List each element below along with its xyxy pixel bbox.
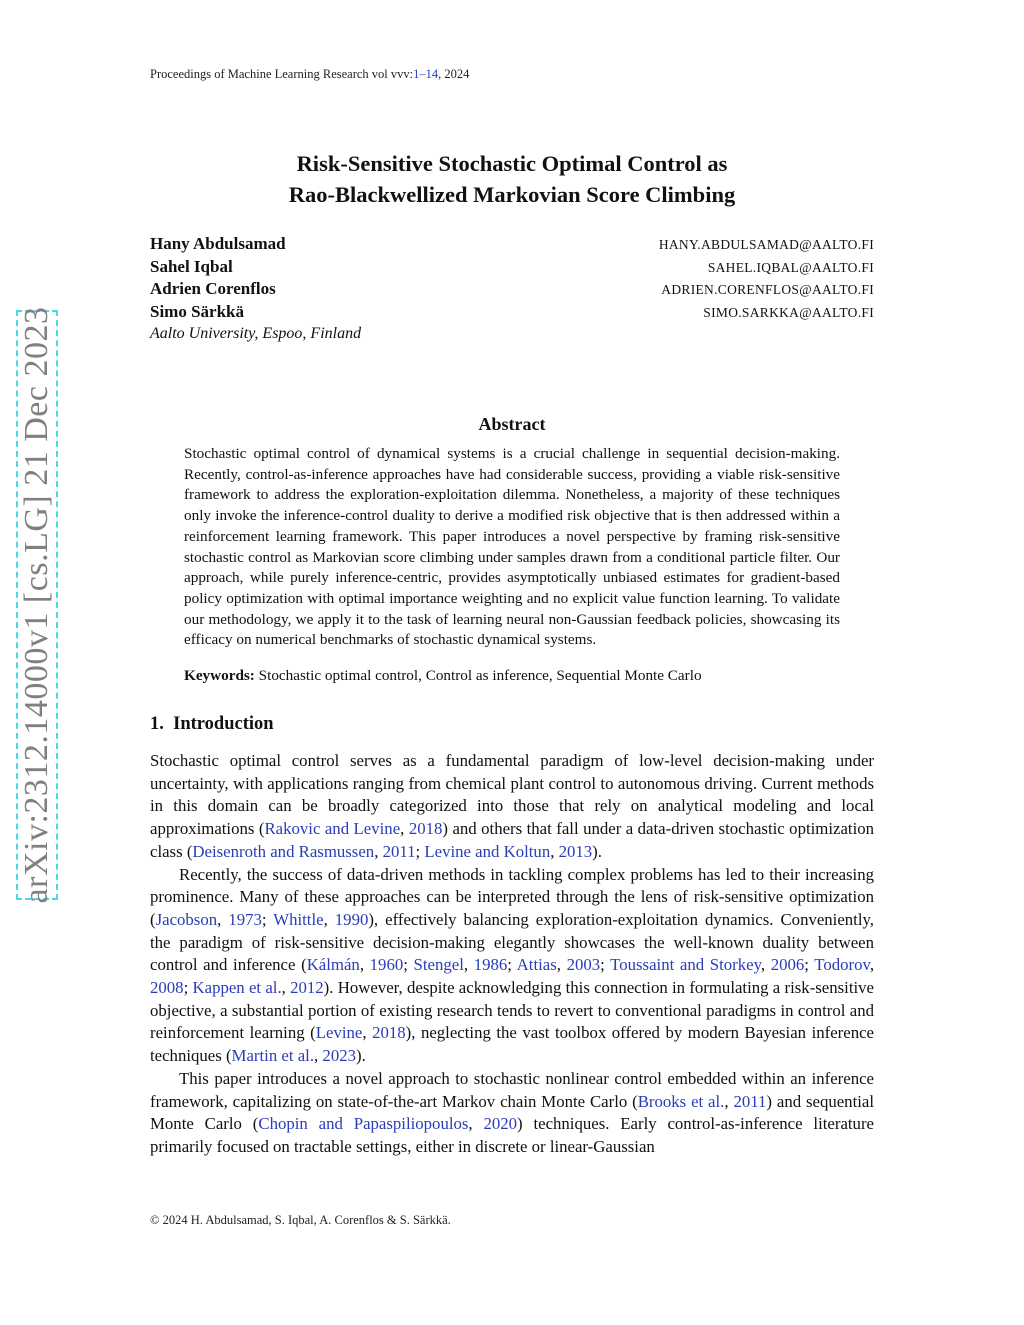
header-prefix: Proceedings of Machine Learning Research vol vvv: [150, 67, 414, 81]
paragraph-text: , [362, 1023, 373, 1043]
paragraph-text: ). [592, 841, 602, 861]
paragraph-text: ; [261, 909, 274, 929]
paragraph-text: , [400, 819, 409, 839]
citation-link[interactable]: 1973 [228, 909, 262, 929]
author-name: Simo Särkkä [150, 301, 244, 321]
paragraph-text: , [374, 841, 383, 861]
paragraph [150, 750, 874, 864]
author-name: Sahel Iqbal [150, 256, 233, 276]
citation-link[interactable]: 2003 [566, 955, 601, 975]
affiliation: Aalto University, Espoo, Finland [150, 325, 362, 342]
citation-link[interactable]: Whittle [273, 909, 324, 929]
title-line-1: Risk-Sensitive Stochastic Optimal Control as [296, 151, 728, 176]
paragraph-text: , [468, 1114, 484, 1134]
citation-link[interactable]: Levine [315, 1023, 363, 1043]
citation-link[interactable]: 1986 [473, 955, 508, 975]
citation-link[interactable]: Deisenroth and Rasmussen [192, 841, 375, 861]
citation-link[interactable]: Martin et al. [231, 1046, 315, 1066]
citation-link[interactable]: 2018 [408, 819, 443, 839]
paragraph [150, 864, 874, 1068]
paragraph-text: ) and sequential Monte Carlo ( [150, 1091, 875, 1134]
citation-link[interactable]: 2011 [382, 841, 416, 861]
author-email[interactable]: HANY.ABDULSAMAD@AALTO.FI [658, 237, 874, 252]
citation-link[interactable]: 2013 [558, 841, 593, 861]
citation-link[interactable]: 1960 [369, 955, 404, 975]
paragraph-text: , [217, 909, 229, 929]
author-email[interactable]: ADRIEN.CORENFLOS@AALTO.FI [661, 282, 874, 297]
paragraph-text: ; [600, 955, 611, 975]
title-line-2: Rao-Blackwellized Markovian Score Climbing [288, 182, 736, 207]
citation-link[interactable]: Jacobson [155, 909, 218, 929]
paragraph-text: ; [403, 955, 414, 975]
citation-link[interactable]: Toussaint and Storkey [610, 955, 761, 975]
section-number: 1. [150, 714, 164, 734]
paragraph-text: , [724, 1091, 734, 1111]
citation-link[interactable]: Kálmán [306, 955, 360, 975]
paragraph-text: ), neglecting the vast toolbox offered by modern Bayesian inference techniques ( [150, 1023, 875, 1066]
paragraph-text: ; [415, 841, 425, 861]
paragraph-text: ; [183, 978, 193, 998]
paragraph [150, 1068, 874, 1159]
citation-link[interactable]: 2023 [322, 1046, 356, 1066]
paragraph-text: , [760, 955, 771, 975]
paragraph-text: ; [507, 955, 517, 975]
keywords [184, 665, 840, 686]
paragraph-text: , [556, 955, 567, 975]
citation-link[interactable]: Kappen et al. [192, 978, 282, 998]
citation-link[interactable]: 2020 [483, 1114, 518, 1134]
paragraph-text: , [550, 841, 559, 861]
citation-link[interactable]: 2006 [770, 955, 805, 975]
author-row [150, 257, 874, 280]
citation-link[interactable]: Stengel [413, 955, 464, 975]
citation-link[interactable]: Todorov [814, 955, 870, 975]
header-pages-link[interactable]: 1–14 [413, 67, 439, 81]
paper-title [150, 148, 874, 210]
header-suffix: , 2024 [438, 67, 470, 81]
abstract-heading: Abstract [478, 414, 546, 434]
author-name: Hany Abdulsamad [150, 234, 286, 253]
paragraph-text: , [869, 955, 875, 975]
paragraph-text: , [463, 955, 474, 975]
author-row [150, 279, 874, 302]
author-name: Adrien Corenflos [150, 279, 276, 298]
paragraph-text: ), effectively balancing exploration-exploitation dynamics. Conveniently, the paradigm of risk-sensitive decision-making elegantly showcases the well-known duality between control and inference ( [150, 909, 875, 975]
citation-link[interactable]: Levine and Koltun [424, 841, 551, 861]
paragraph-text: Stochastic optimal control serves as a fundamental paradigm of low-level decision-making under uncertainty, with applications ranging from chemical plant control to autonomous driving. Current methods in this domain can be broadly categorized into those that rely on analytical modeling and local approximations ( [150, 751, 874, 839]
section-heading [150, 714, 274, 735]
author-row [150, 234, 874, 257]
citation-link[interactable]: Brooks et al. [637, 1091, 725, 1111]
keywords-list: Stochastic optimal control, Control as inference, Sequential Monte Carlo [258, 667, 702, 684]
paragraph-text: This paper introduces a novel approach to stochastic nonlinear control embedded within an inference framework, capitalizing on state-of-the-art Markov chain Monte Carlo ( [150, 1068, 874, 1111]
paragraph-text: , [323, 909, 335, 929]
body-text [150, 750, 874, 1159]
author-email[interactable]: SAHEL.IQBAL@AALTO.FI [707, 259, 874, 275]
author-block [150, 234, 874, 343]
running-header [150, 67, 469, 82]
paragraph-text: , [281, 978, 291, 998]
keywords-label: Keywords: [184, 667, 255, 684]
arxiv-stamp[interactable]: arXiv:2312.14000v1 [cs.LG] 21 Dec 2023 [16, 310, 58, 900]
author-row [150, 302, 874, 325]
paragraph-text: ). However, despite acknowledging this connection in formulating a risk-sensitive objective, a substantial portion of existing research tends to revert to conventional paradigms in control and reinforcement learning ( [150, 978, 875, 1043]
section-title: Introduction [173, 714, 274, 734]
citation-link[interactable]: 1990 [334, 909, 369, 929]
citation-link[interactable]: 2018 [372, 1023, 406, 1043]
citation-link[interactable]: 2012 [290, 978, 324, 998]
citation-link[interactable]: Rakovic and Levine [264, 819, 401, 839]
paragraph-text: ) and others that fall under a data-driven stochastic optimization class ( [150, 819, 875, 861]
citation-link[interactable]: Chopin and Papaspiliopoulos [258, 1114, 469, 1134]
copyright-footer: © 2024 H. Abdulsamad, S. Iqbal, A. Corenflos & S. Särkkä. [150, 1213, 451, 1227]
abstract-text: Stochastic optimal control of dynamical systems is a crucial challenge in sequential decision-making. Recently, control-as-inference approaches have had considerable success, providing a viable risk-sensitive framework to address the exploration-exploitation dilemma. Nonetheless, a majority of these techniques only invoke the inference-control duality to derive a modified risk objective that is then addressed within a reinforcement learning framework. This paper introduces a novel perspective by framing risk-sensitive stochastic control as Markovian score climbing under samples drawn from a conditional particle filter. Our approach, while purely inference-centric, provides asymptotically unbiased estimates for gradient-based policy optimization with optimal importance weighting and no explicit value function learning. To validate our methodology, we apply it to the task of learning neural non-Gaussian feedback policies, showcasing its efficacy on numerical benchmarks of stochastic dynamical systems. [184, 445, 840, 649]
paragraph-text: ; [804, 955, 815, 975]
paragraph-text: ). [355, 1046, 366, 1066]
paragraph-text: ) techniques. Early control-as-inference literature primarily focused on tractable settings, either in discrete or linear-Gaussian [150, 1114, 874, 1156]
citation-link[interactable]: Attias [516, 955, 557, 975]
paragraph-text: , [314, 1046, 323, 1066]
author-email[interactable]: SIMO.SARKKA@AALTO.FI [703, 304, 874, 320]
paragraph-text: Recently, the success of data-driven methods in tackling complex problems has led to their increasing prominence. Many of these approaches can be interpreted through the lens of risk-sensitive optimization ( [150, 864, 874, 929]
citation-link[interactable]: 2011 [733, 1091, 767, 1111]
citation-link[interactable]: 2008 [150, 978, 184, 998]
paragraph-text: , [359, 955, 370, 975]
